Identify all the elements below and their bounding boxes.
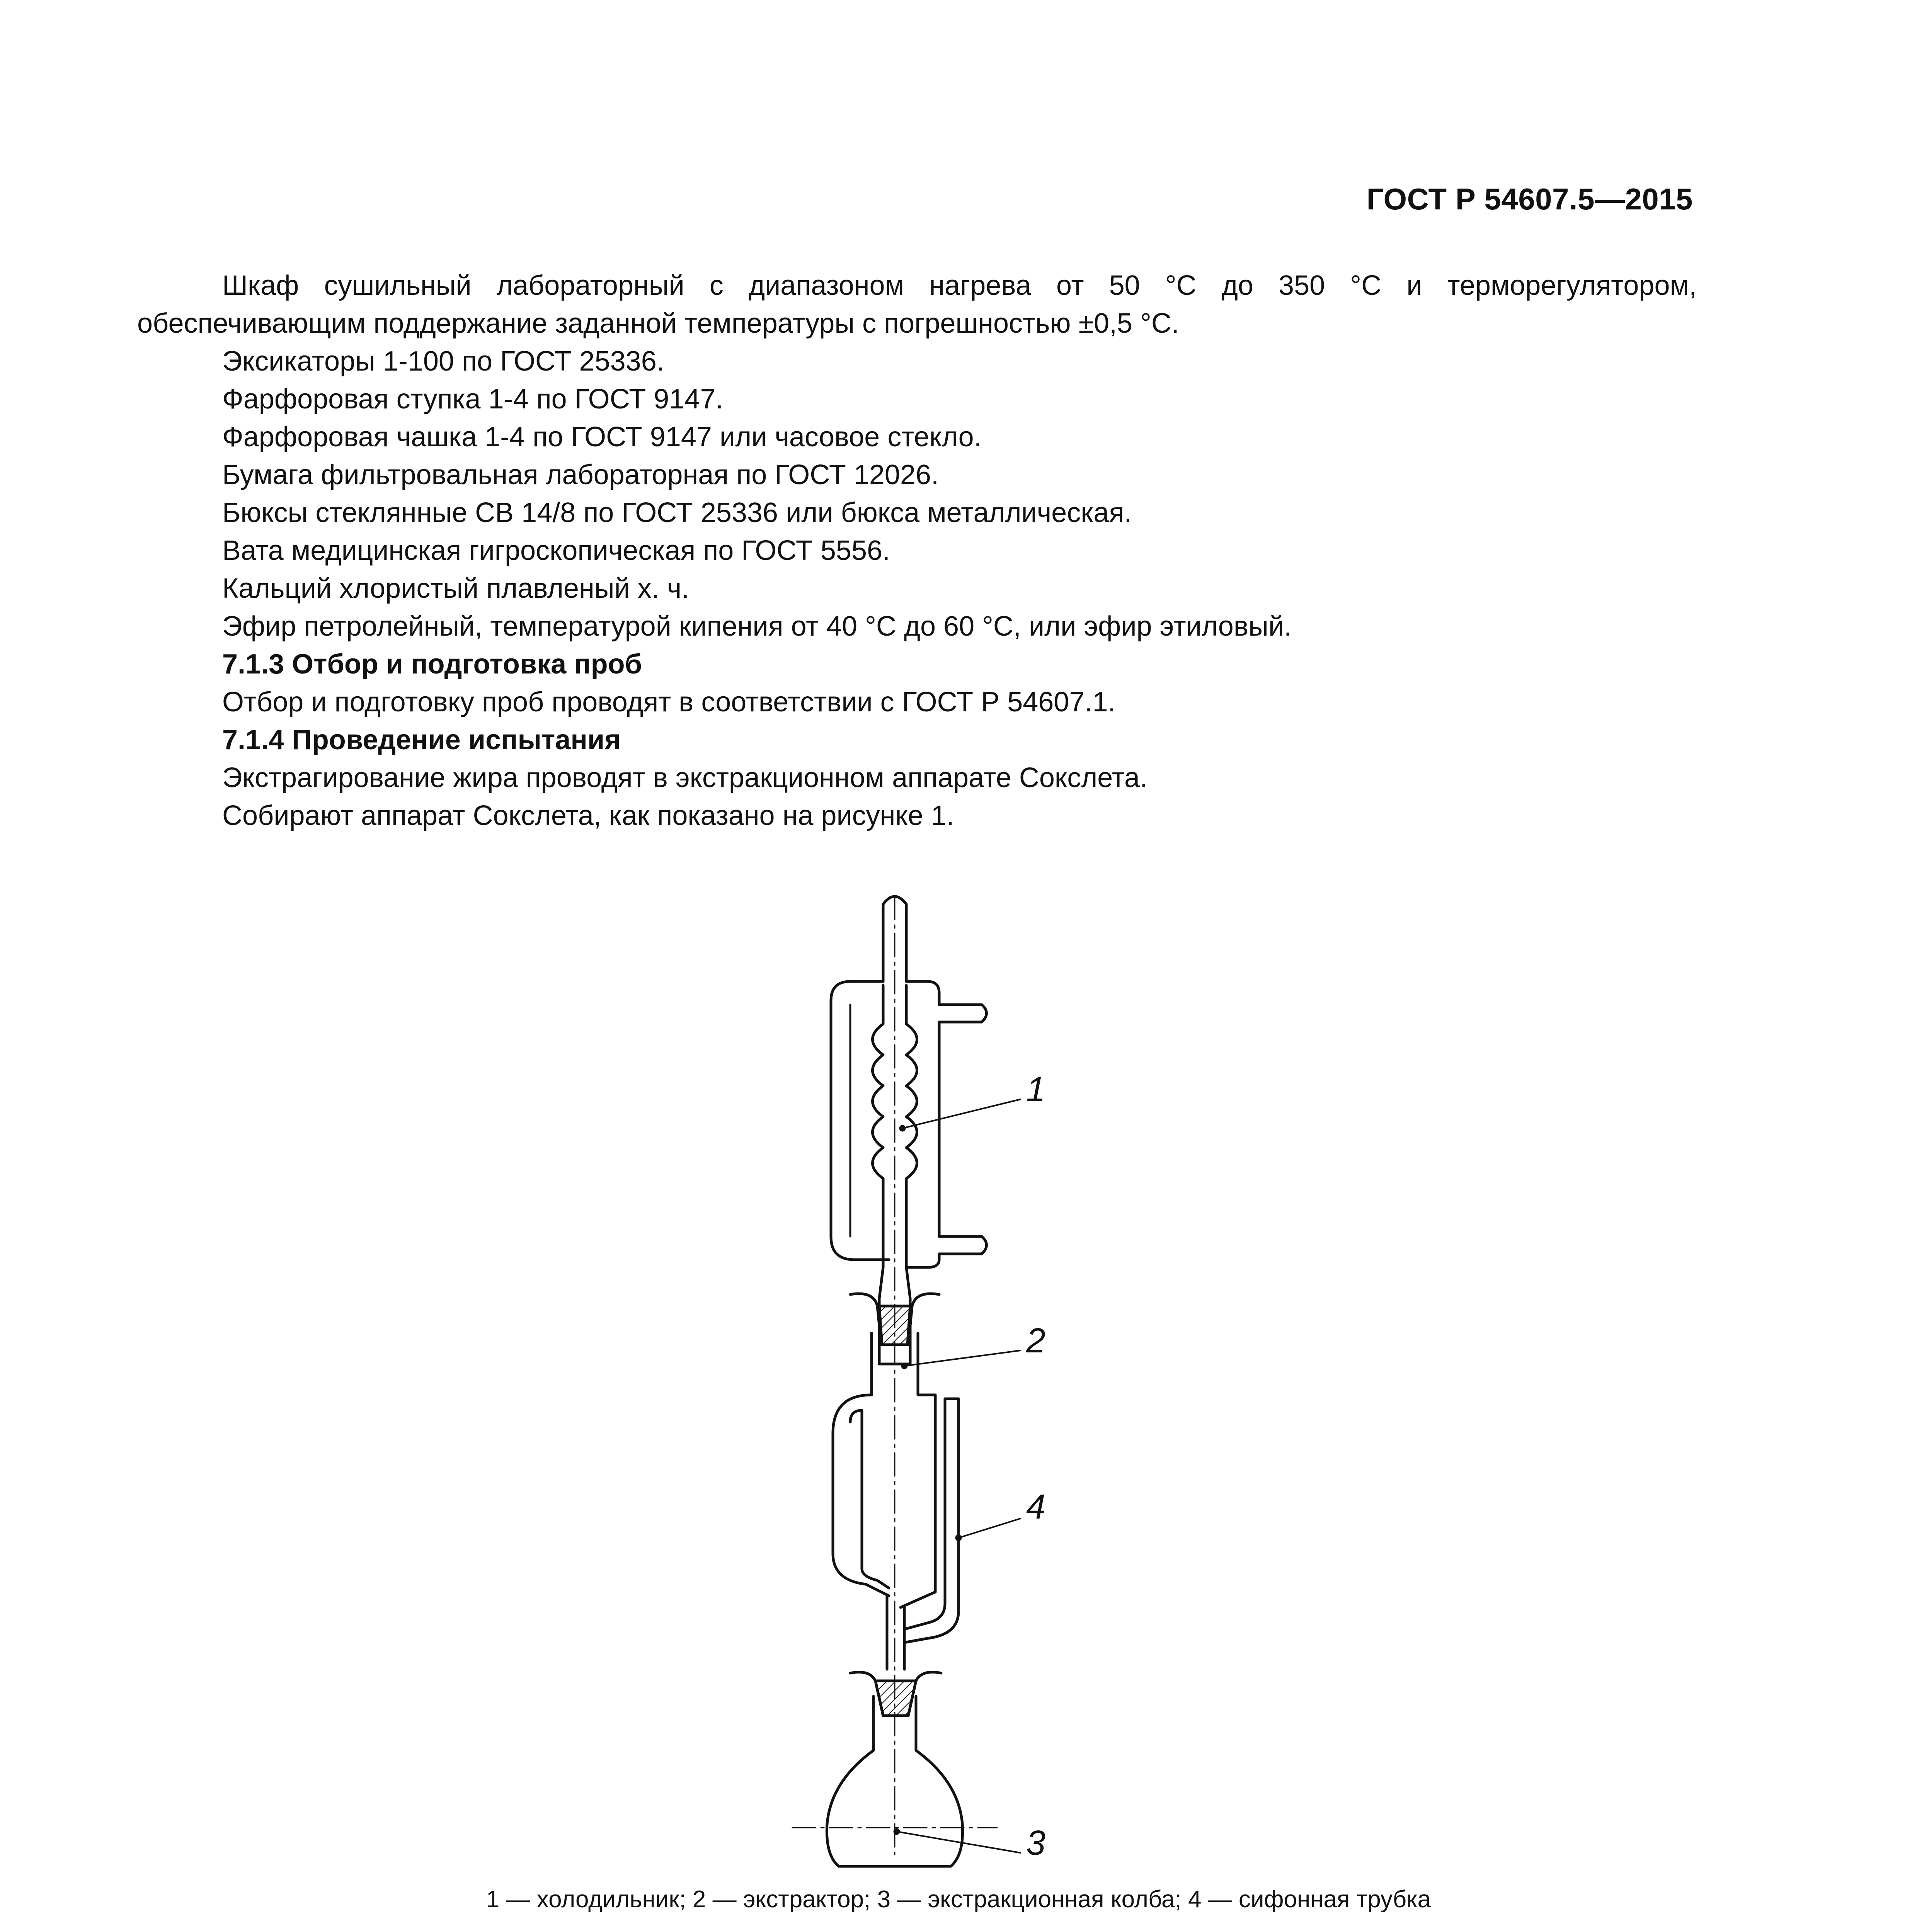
section-heading: 7.1.4 Проведение испытания xyxy=(222,724,621,755)
leader-line-2 xyxy=(904,1350,1020,1366)
leader-line-4 xyxy=(958,1519,1020,1538)
paragraph: Шкаф сушильный лабораторный с диапазоном нагрева от 50 °С до 350 °С и терморегулятором, обеспечивающим поддержание заданной температуры с погрешностью ±0,5 °С. xyxy=(137,270,1697,339)
paragraph: Собирают аппарат Сокслета, как показано на рисунке 1. xyxy=(222,800,954,831)
list-item: Бюксы стеклянные СВ 14/8 по ГОСТ 25336 или бюкса металлическая. xyxy=(222,497,1132,528)
soxhlet-apparatus-figure xyxy=(734,889,1102,1878)
list-item: Фарфоровая ступка 1-4 по ГОСТ 9147. xyxy=(222,384,724,415)
leader-line-3 xyxy=(897,1832,1020,1853)
figure-label-1: 1 xyxy=(1026,1070,1046,1109)
list-item: Кальций хлористый плавленый х. ч. xyxy=(222,573,690,604)
list-item: Фарфоровая чашка 1-4 по ГОСТ 9147 или часовое стекло. xyxy=(222,422,982,452)
siphon-tube xyxy=(906,1399,945,1629)
body-top xyxy=(137,267,1697,835)
figure-label-3: 3 xyxy=(1026,1824,1046,1862)
list-item: Эксикаторы 1-100 по ГОСТ 25336. xyxy=(222,346,664,377)
list-item: Эфир петролейный, температурой кипения от 40 °С до 60 °С, или эфир этиловый. xyxy=(222,611,1292,642)
figure-label-4: 4 xyxy=(1026,1488,1046,1526)
paragraph: Экстрагирование жира проводят в экстракционном аппарате Сокслета. xyxy=(222,762,1148,793)
figure-legend: 1 — холодильник; 2 — экстрактор; 3 — экстракционная колба; 4 — сифонная трубка xyxy=(486,1886,1431,1913)
list-item: Бумага фильтровальная лабораторная по ГОСТ 12026. xyxy=(222,459,939,490)
paragraph: Отбор и подготовку проб проводят в соответствии с ГОСТ Р 54607.1. xyxy=(222,687,1116,718)
list-item: Вата медицинская гигроскопическая по ГОСТ 5556. xyxy=(222,535,890,566)
condenser-coil xyxy=(873,985,884,1267)
leader-line-1 xyxy=(902,1099,1020,1128)
figure-label-2: 2 xyxy=(1026,1321,1046,1360)
section-heading: 7.1.3 Отбор и подготовка проб xyxy=(222,649,642,680)
standard-header: ГОСТ Р 54607.5—2015 xyxy=(1366,182,1693,216)
